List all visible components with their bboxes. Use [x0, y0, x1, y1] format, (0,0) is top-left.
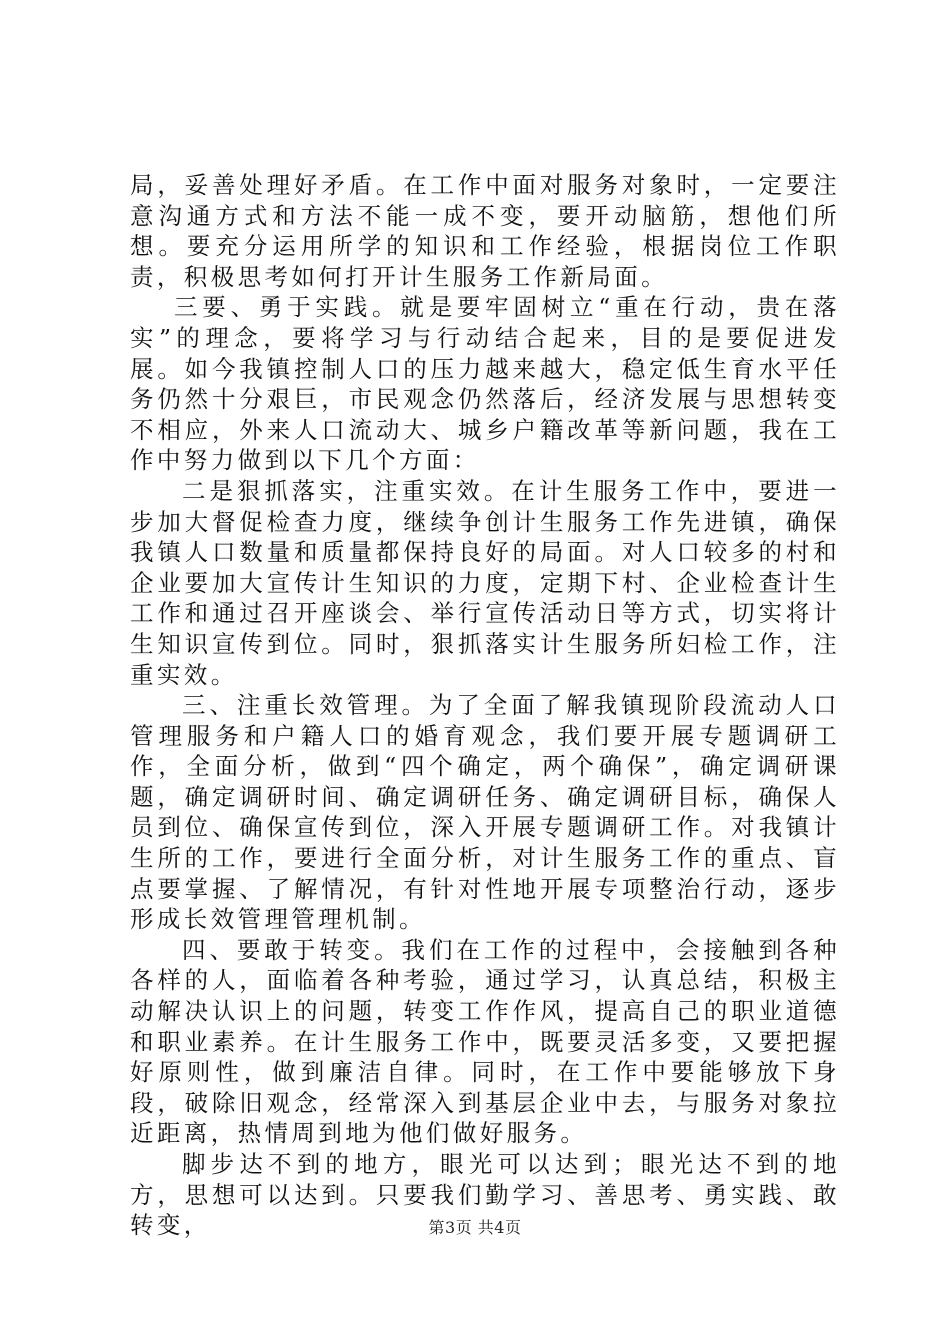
page-number-footer: 第3页 共4页 — [428, 1218, 522, 1237]
paragraph-closing: 脚步达不到的地方，眼光可以达到；眼光达不到的地方，思想可以达到。只要我们勤学习、善思考、勇实践、敢转变， — [130, 1150, 840, 1240]
paragraph-continued: 局，妥善处理好矛盾。在工作中面对服务对象时，一定要注意沟通方式和方法不能一成不变，要开动脑筋，想他们所想。要充分运用所学的知识和工作经验，根据岗位工作职责，积极思考如何打开计生服务工作新局面。 — [130, 171, 840, 291]
paragraph-practice: 三要、勇于实践。就是要牢固树立“重在行动，贵在落实”的理念，要将学习与行动结合起来，目的是要促进发展。如今我镇控制人口的压力越来越大，稳定低生育水平任务仍然十分艰巨，市民观念仍然落后，经济发展与思想转变不相应，外来人口流动大、城乡户籍改革等新问题，我在工作中努力做到以下几个方面： — [130, 293, 840, 475]
paragraph-implementation: 二是狠抓落实，注重实效。在计生服务工作中，要进一步加大督促检查力度，继续争创计生服务工作先进镇，确保我镇人口数量和质量都保持良好的局面。对人口较多的村和企业要加大宣传计生知识的力度，定期下村、企业检查计生工作和通过召开座谈会、举行宣传活动日等方式，切实将计生知识宣传到位。同时，狠抓落实计生服务所妇检工作，注重实效。 — [130, 476, 840, 689]
document-body — [130, 170, 840, 1241]
paragraph-transformation: 四、要敢于转变。我们在工作的过程中，会接触到各种各样的人，面临着各种考验，通过学习，认真总结，积极主动解决认识上的问题，转变工作作风，提高自己的职业道德和职业素养。在计生服务工作中，既要灵活多变，又要把握好原则性，做到廉洁自律。同时，在工作中要能够放下身段，破除旧观念，经常深入到基层企业中去，与服务对象拉近距离，热情周到地为他们做好服务。 — [130, 935, 840, 1148]
paragraph-long-term-management: 三、注重长效管理。为了全面了解我镇现阶段流动人口管理服务和户籍人口的婚育观念，我们要开展专题调研工作，全面分析，做到“四个确定，两个确保”，确定调研课题，确定调研时间、确定调研任务、确定调研目标，确保人员到位、确保宣传到位，深入开展专题调研工作。对我镇计生所的工作，要进行全面分析，对计生服务工作的重点、盲点要掌握、了解情况，有针对性地开展专项整治行动，逐步形成长效管理管理机制。 — [130, 691, 840, 934]
